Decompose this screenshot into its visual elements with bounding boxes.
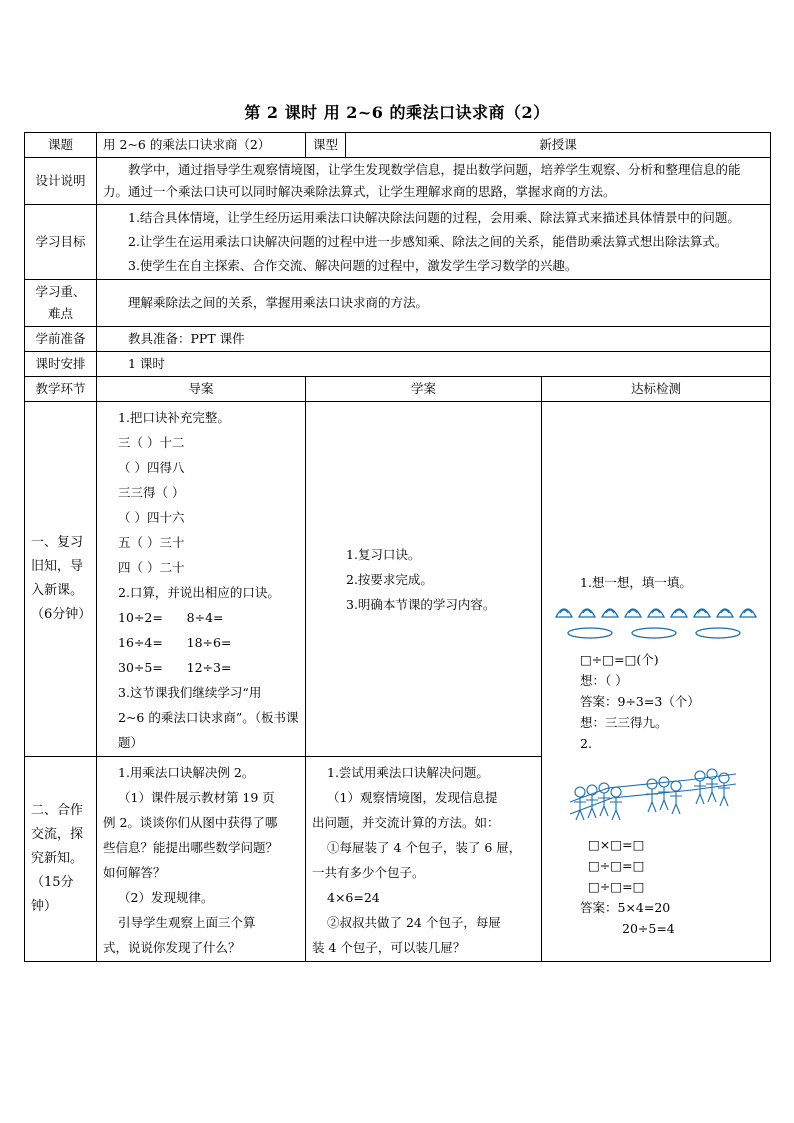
guide-line: 如何解答？ [103, 865, 166, 880]
label-design: 设计说明 [25, 158, 97, 205]
goal-item: 3.使学生在自主探索、合作交流、解决问题的过程中，激发学生学习数学的兴趣。 [128, 258, 578, 273]
bun-icon [671, 609, 687, 617]
guide-q1: 1.把口诀补充完整。 [118, 410, 230, 425]
row-column-headers [25, 377, 771, 402]
guide-line: （2）发现规律。 [118, 890, 214, 905]
check-q2: 2. [580, 736, 592, 751]
label-schedule: 课时安排 [25, 352, 97, 377]
stage-2-line: 交流，探 [31, 827, 84, 842]
rhyme-item: （ ）四得八 [118, 460, 185, 475]
bun-icon [717, 609, 733, 617]
design-text: 教学中，通过指导学生观察情境图，让学生发现数学信息，提出数学问题，培养学生观察、分析和整理信息的能力。通过一个乘法口诀可以同时解决乘除法算式，让学生理解求商的思路，掌握求商的方法。 [103, 162, 741, 199]
col-header-guide: 导案 [97, 377, 306, 402]
study-item: 3.明确本节课的学习内容。 [346, 596, 496, 612]
child-figure-icon [610, 787, 622, 820]
rhyme-item: 三三得（ ） [118, 485, 185, 500]
col-header-study: 学案 [306, 377, 542, 402]
type-value: 新授课 [346, 133, 771, 158]
guide-line: （1）课件展示教材第 19 页 [118, 790, 275, 805]
col-header-stage: 教学环节 [25, 377, 97, 402]
bun-icon [694, 609, 710, 617]
row-topic [25, 133, 771, 158]
child-figure-icon [694, 771, 706, 804]
guide-q3: 2~6 的乘法口诀求商”。（板书课 [118, 710, 299, 725]
check-eq2: □÷□=□ [588, 879, 645, 894]
check-answer2: 20÷5=4 [622, 921, 675, 936]
child-figure-icon [670, 781, 682, 814]
guide-line: 例 2。谈谈你们从图中获得了哪 [103, 815, 278, 830]
check-think2: 想：三三得九。 [580, 715, 668, 730]
row-key-points [25, 280, 771, 327]
study-line: 出问题，并交流计算的方法。如： [312, 815, 500, 830]
study-item: 2.按要求完成。 [346, 571, 433, 587]
label-goals: 学习目标 [25, 205, 97, 280]
bun-icon [740, 609, 756, 617]
check-answer1: 答案：9÷3=3（个） [580, 694, 700, 709]
rhyme-item: 四（ ）二十 [118, 560, 185, 575]
children-lines-illustration [568, 762, 738, 828]
bun-icon [602, 609, 618, 617]
bun-icon [556, 609, 572, 617]
stage-2-line: 究新知。 [31, 851, 84, 866]
check-q1: 1.想一想，填一填。 [580, 575, 692, 590]
rhyme-item: （ ）四十六 [118, 510, 185, 525]
bun-icon [648, 609, 664, 617]
row-design [25, 158, 771, 205]
check-think1: 想：（ ） [580, 673, 628, 688]
stage-2-line: 二、合作 [31, 803, 84, 818]
child-figure-icon [574, 787, 586, 820]
check-eq2: □×□=□ [588, 837, 645, 852]
col-header-check: 达标检测 [542, 377, 771, 402]
study-line: ①每屉装了 4 个包子，装了 6 屉， [327, 840, 522, 855]
child-figure-icon [586, 785, 598, 818]
check-eq1: □÷□=□(个) [580, 652, 659, 667]
stage-1-line: 旧知，导 [31, 559, 84, 574]
check-answer2: 答案：5×4=20 [580, 900, 671, 915]
schedule-text: 1 课时 [128, 356, 165, 371]
row-schedule [25, 352, 771, 377]
preparation-text: 教具准备：PPT 课件 [128, 331, 245, 346]
study-line: 一共有多少个包子。 [312, 865, 425, 880]
study-line: 装 4 个包子，可以装几屉？ [312, 940, 466, 955]
bun-icon [579, 609, 595, 617]
row-section-1 [25, 402, 771, 757]
plate-icon [632, 628, 676, 638]
stage-1-line: 一、复习 [31, 535, 84, 550]
row-goals [25, 205, 771, 280]
calc-item: 30÷5= 12÷3= [118, 660, 232, 675]
guide-line: 些信息？能提出哪些数学问题？ [103, 840, 279, 855]
goal-item: 1.结合具体情境，让学生经历运用乘法口诀解决除法问题的过程，会用乘、除法算式来描述具体情景中的问题。 [128, 210, 740, 225]
calc-item: 10÷2= 8÷4= [118, 610, 224, 625]
page-title: 第 2 课时 用 2~6 的乘法口诀求商（2） [244, 103, 550, 122]
label-topic: 课题 [25, 133, 97, 158]
label-key-points-2: 难点 [47, 306, 73, 321]
rhyme-item: 五（ ）三十 [118, 535, 185, 550]
goal-item: 2.让学生在运用乘法口诀解决问题的过程中进一步感知乘、除法之间的关系，能借助乘法算式想出除法算式。 [128, 234, 728, 249]
study-line: 1.尝试用乘法口诀解决问题。 [327, 765, 489, 780]
study-line: ②叔叔共做了 24 个包子，每屉 [327, 915, 501, 930]
check-eq2: □÷□=□ [588, 858, 645, 873]
guide-q3: 3.这节课我们继续学习“用 [118, 685, 262, 700]
study-line: 4×6=24 [327, 890, 380, 905]
child-figure-icon [706, 769, 718, 802]
plate-icon [568, 628, 612, 638]
bun-icon [625, 609, 641, 617]
stage-1-line: 入新课。 [31, 583, 84, 598]
child-figure-icon [718, 773, 730, 806]
topic-value: 用 2~6 的乘法口诀求商（2） [97, 133, 306, 158]
guide-line: 式，说说你发现了什么？ [103, 940, 241, 955]
label-preparation: 学前准备 [25, 327, 97, 352]
study-line: （1）观察情境图，发现信息提 [327, 790, 498, 805]
stage-2-line: （15分钟） [31, 875, 74, 914]
guide-line: 1.用乘法口诀解决例 2。 [118, 765, 255, 780]
stage-1-line: （6分钟） [31, 607, 92, 622]
lesson-plan-table [24, 132, 771, 962]
guide-q2: 2.口算，并说出相应的口诀。 [118, 585, 280, 600]
label-type: 课型 [306, 133, 346, 158]
buns-and-plates-illustration [552, 597, 762, 643]
label-key-points-1: 学习重、 [35, 284, 86, 299]
plate-icon [696, 628, 740, 638]
guide-q3: 题） [118, 735, 144, 750]
study-item: 1.复习口诀。 [346, 546, 421, 562]
key-points-text: 理解乘除法之间的关系，掌握用乘法口诀求商的方法。 [128, 295, 429, 310]
calc-item: 16÷4= 18÷6= [118, 635, 232, 650]
rhyme-item: 三（ ）十二 [118, 435, 185, 450]
row-preparation [25, 327, 771, 352]
guide-line: 引导学生观察上面三个算 [118, 915, 256, 930]
